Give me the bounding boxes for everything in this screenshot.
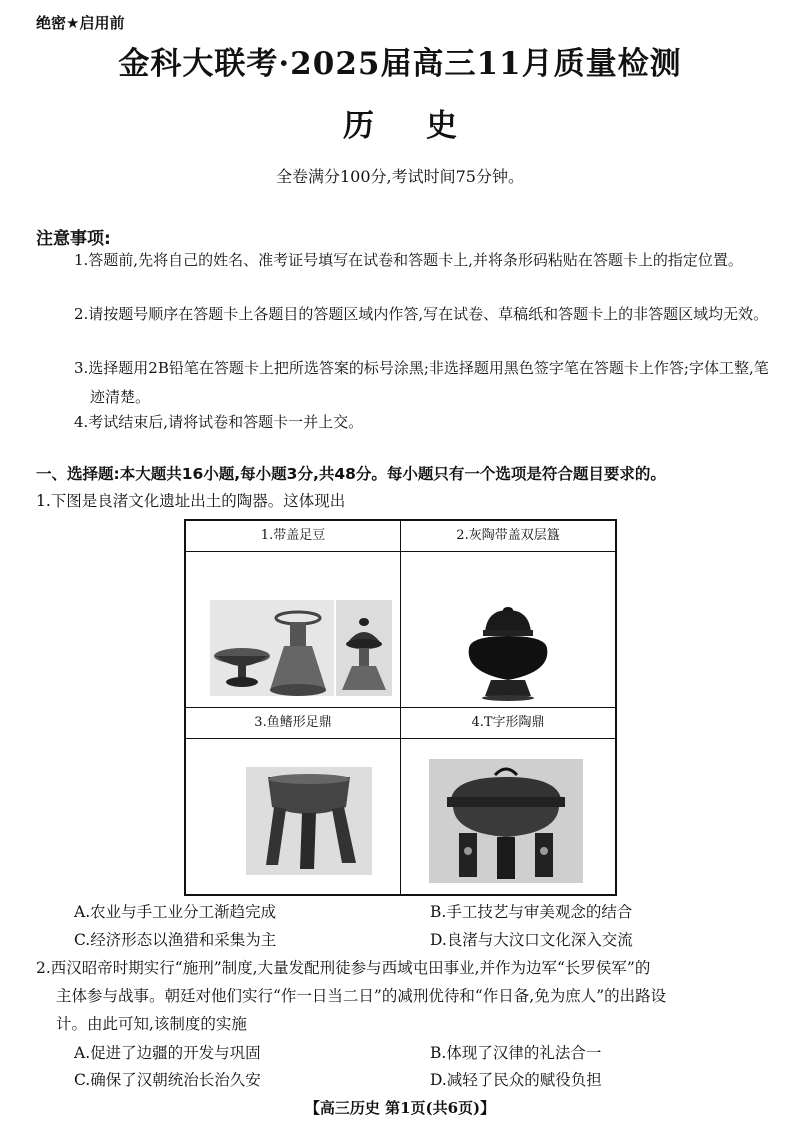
gray-pottery-gui-image [401, 552, 615, 707]
figure-caption: 1.带盖足豆 [186, 521, 400, 552]
question-2-stem-line: 主体参与战事。朝廷对他们实行“作一日当二日”的减刑优待和“作日备,免为庶人”的出路设 [56, 987, 667, 1005]
question-2-stem-line: 计。由此可知,该制度的实施 [56, 1015, 247, 1033]
section-title: 一、选择题:本大题共16小题,每小题3分,共48分。每小题只有一个选项是符合题目要求的。 [36, 465, 666, 483]
note-item: 2.请按题号顺序在答题卡上各题目的答题区域内作答,写在试卷、草稿纸和答题卡上的非答题区域均无效。 [74, 305, 769, 323]
t-shaped-ding-image [401, 739, 615, 894]
exam-title: 金科大联考·2025届高三11月质量检测 [118, 46, 682, 82]
q1-option-c[interactable]: C.经济形态以渔猎和采集为主 [74, 931, 277, 949]
note-item: 1.答题前,先将自己的姓名、准考证号填写在试卷和答题卡上,并将条形码粘贴在答题卡上的指定位置。 [74, 251, 743, 269]
figure-cell [185, 708, 401, 896]
lidded-stem-dou-image [186, 552, 400, 707]
figure-caption: 3.鱼鳍形足鼎 [186, 708, 400, 739]
note-item: 3.选择题用2B铅笔在答题卡上把所选答案的标号涂黑;非选择题用黑色签字笔在答题卡上作答;字体工整,笔迹清楚。 [74, 359, 769, 406]
confidential-label: 绝密★启用前 [36, 14, 125, 32]
q2-option-d[interactable]: D.减轻了民众的赋役负担 [430, 1071, 602, 1089]
q2-option-a[interactable]: A.促进了边疆的开发与巩固 [74, 1044, 261, 1062]
q1-option-a[interactable]: A.农业与手工业分工渐趋完成 [74, 903, 277, 921]
page-footer: 【高三历史 第1页(共6页)】 [304, 1099, 496, 1117]
q1-option-d[interactable]: D.良渚与大汶口文化深入交流 [430, 931, 633, 949]
question-2-stem-line: 2.西汉昭帝时期实行“施刑”制度,大量发配刑徒参与西域屯田事业,并作为边军“长罗侯军”的 [36, 959, 651, 977]
figure-cell [185, 520, 401, 708]
fish-fin-ding-image [186, 739, 400, 894]
figure-caption: 4.T字形陶鼎 [401, 708, 615, 739]
score-info: 全卷满分100分,考试时间75分钟。 [276, 167, 524, 186]
q2-option-b[interactable]: B.体现了汉律的礼法合一 [430, 1044, 602, 1062]
q2-option-c[interactable]: C.确保了汉朝统治长治久安 [74, 1071, 261, 1089]
notes-heading: 注意事项: [36, 229, 111, 249]
subject-title: 历史 [343, 108, 509, 144]
question-1-stem: 1.下图是良渚文化遗址出土的陶器。这体现出 [36, 492, 346, 510]
figure-cell [401, 520, 617, 708]
figure-cell [401, 708, 617, 896]
q1-option-b[interactable]: B.手工技艺与审美观念的结合 [430, 903, 633, 921]
pottery-figure-grid [184, 519, 617, 896]
figure-caption: 2.灰陶带盖双层簋 [401, 521, 615, 552]
note-item: 4.考试结束后,请将试卷和答题卡一并上交。 [74, 413, 364, 431]
